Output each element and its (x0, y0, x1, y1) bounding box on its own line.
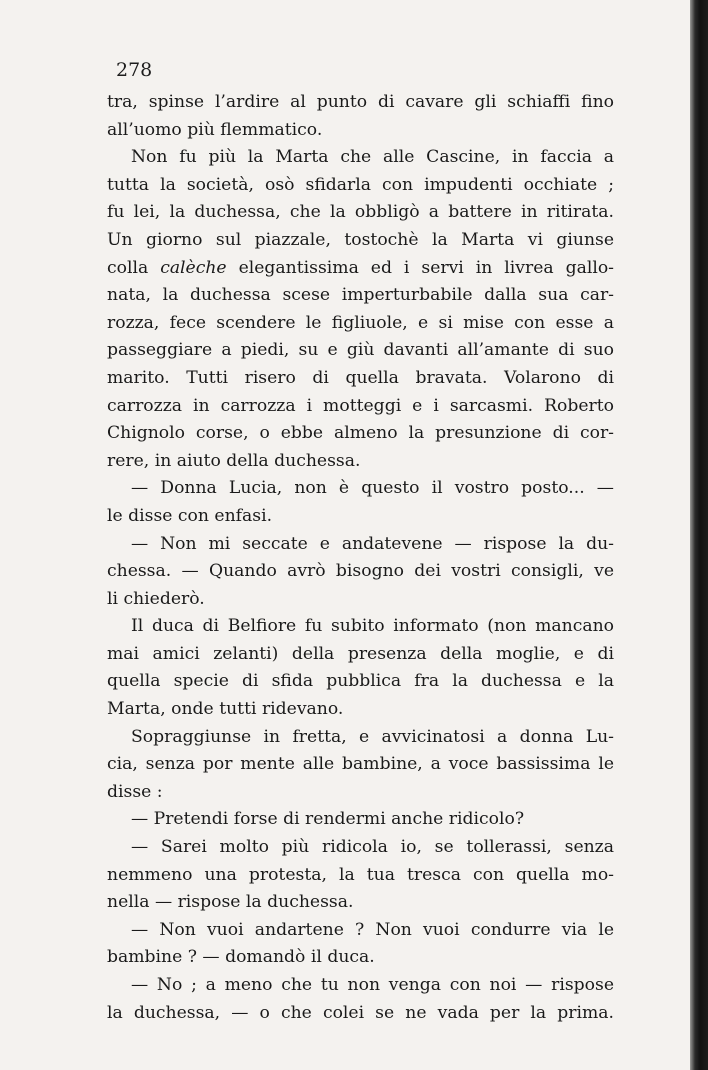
text-line: passeggiare a piedi, su e giù davanti all’amante di suo (107, 340, 614, 361)
text-line: all’uomo più flemmatico. (107, 119, 323, 140)
text-line: li chiederò. (107, 588, 205, 609)
text-line: nella — rispose la duchessa. (107, 892, 354, 913)
text-line: tutta la società, osò sfidarla con impudenti occhiate ; (107, 174, 614, 195)
text-line: chessa. — Quando avrò bisogno dei vostri consigli, ve (107, 561, 614, 582)
italic-word: calèche (160, 257, 227, 278)
text-line: la duchessa, — o che colei se ne vada per la prima. (107, 1002, 614, 1023)
book-spine-shadow (690, 0, 708, 1070)
text-line: quella specie di sfida pubblica fra la duchessa e la (107, 671, 614, 692)
text-line: le disse con enfasi. (107, 505, 273, 526)
text-line: tra, spinse l’ardire al punto di cavare gli schiaffi fino (107, 92, 614, 112)
text-line: — Pretendi forse di rendermi anche ridicolo? (131, 809, 525, 830)
text-line: bambine ? — domandò il duca. (107, 947, 375, 968)
text-fragment: colla (107, 257, 161, 278)
page-number: 278 (116, 59, 153, 81)
text-line: Un giorno sul piazzale, tostochè la Marta vi giunse (107, 229, 614, 250)
text-line: carrozza in carrozza i motteggi e i sarcasmi. Roberto (107, 395, 614, 416)
text-line: — Donna Lucia, non è questo il vostro posto... — (131, 478, 614, 499)
text-line: Sopraggiunse in fretta, e avvicinatosi a donna Lu- (131, 726, 614, 747)
text-line: mai amici zelanti) della presenza della moglie, e di (107, 643, 614, 664)
text-line: — No ; a meno che tu non venga con noi — rispose (131, 975, 614, 995)
text-line: Non fu più la Marta che alle Cascine, in faccia a (131, 147, 614, 168)
text-line: cia, senza por mente alle bambine, a voce bassissima le (107, 754, 614, 775)
text-line: fu lei, la duchessa, che la obbligò a battere in ritirata. (107, 202, 614, 223)
text-fragment: elegantissima ed i servi in livrea gallo- (226, 257, 614, 278)
text-line: nemmeno una protesta, la tua tresca con quella mo- (107, 864, 614, 885)
text-line (107, 255, 614, 283)
text-line: Marta, onde tutti ridevano. (107, 699, 344, 720)
text-line: marito. Tutti risero di quella bravata. Volarono di (107, 367, 614, 388)
text-line: — Non vuoi andartene ? Non vuoi condurre via le (131, 919, 614, 940)
text-line: — Sarei molto più ridicola io, se tollerassi, senza (131, 837, 614, 858)
text-line: rere, in aiuto della duchessa. (107, 450, 361, 471)
text-line: rozza, fece scendere le figliuole, e si mise con esse a (107, 312, 614, 333)
text-line: — Non mi seccate e andatevene — rispose la du- (131, 533, 614, 554)
text-line: disse : (107, 781, 163, 802)
text-line: nata, la duchessa scese imperturbabile dalla sua car- (107, 285, 614, 306)
text-line: Il duca di Belfiore fu subito informato (non mancano (131, 616, 614, 637)
text-line: Chignolo corse, o ebbe almeno la presunzione di cor- (107, 423, 614, 444)
page-text-block (107, 89, 614, 1027)
